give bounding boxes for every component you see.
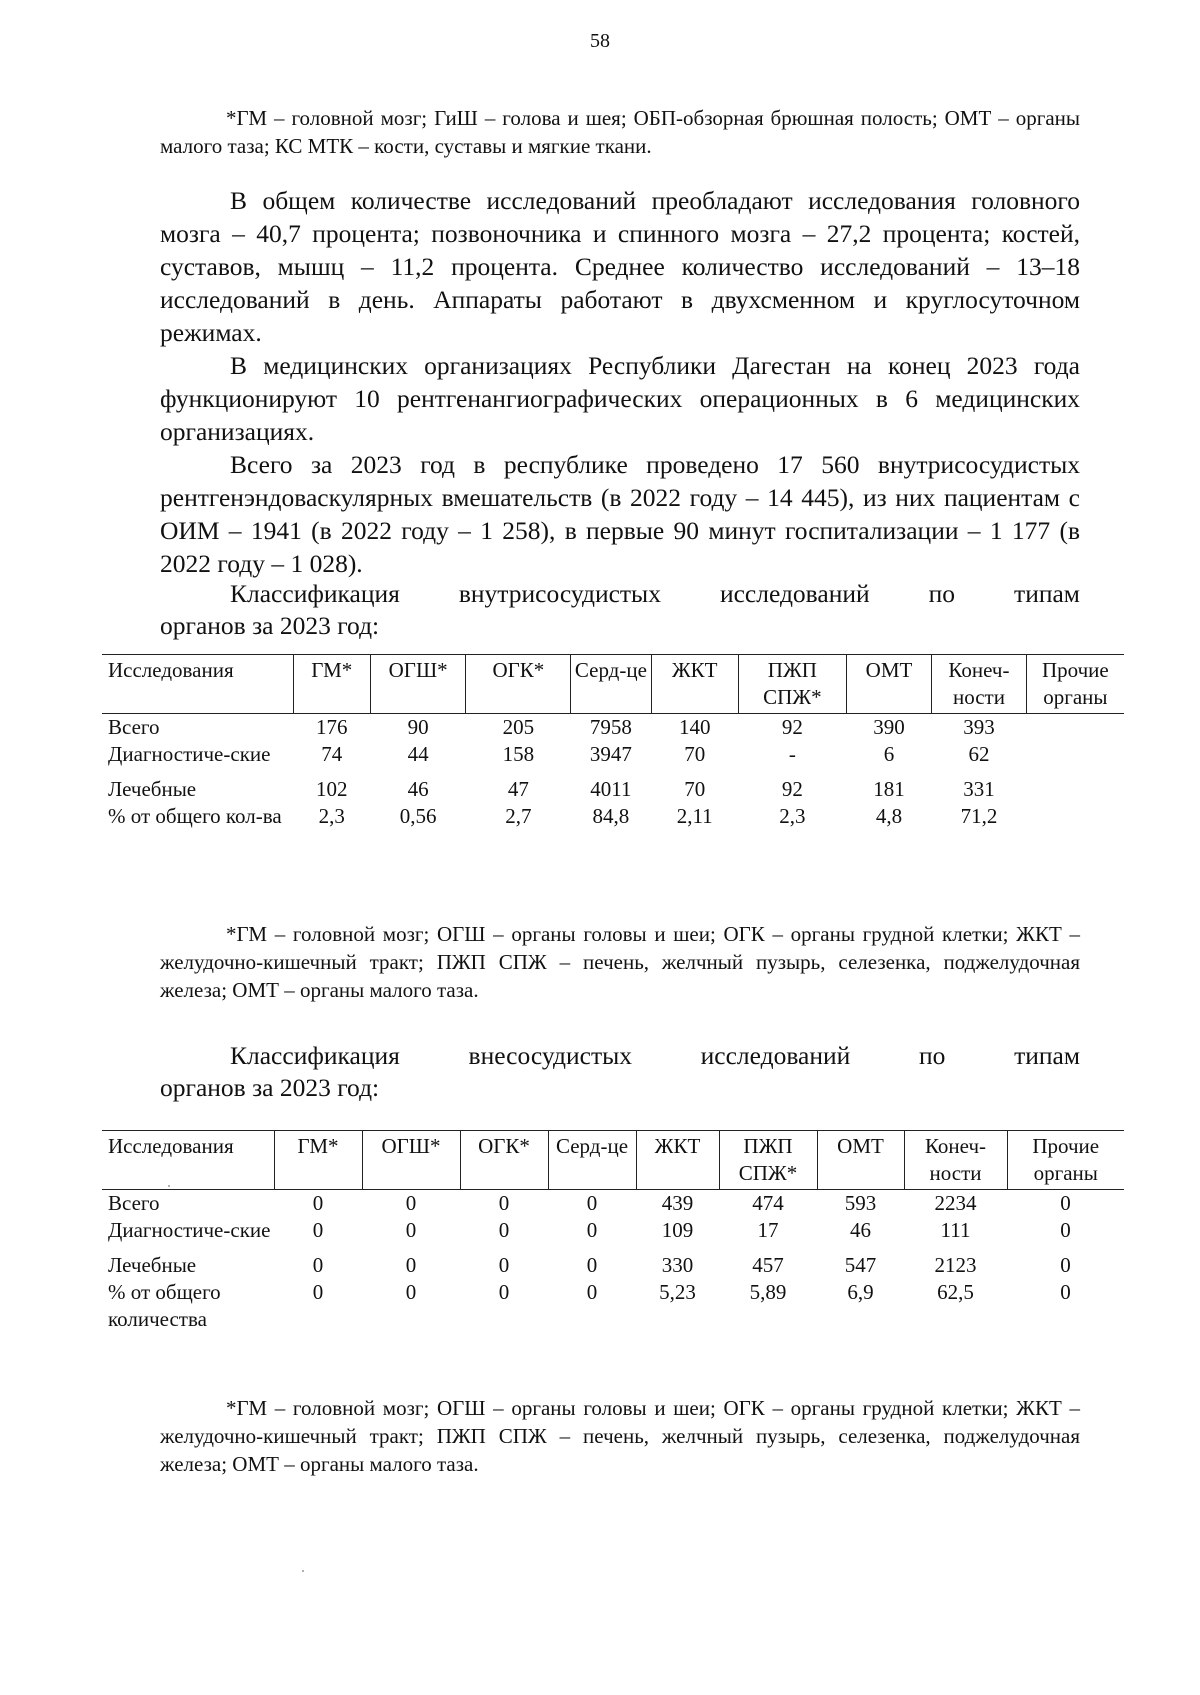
table-cell: 0 [1060,1253,1071,1277]
table-cell: 390 [873,715,905,739]
table1-header-row [102,655,1124,714]
table-cell: 393 [963,715,995,739]
table-cell: 6 [883,742,895,766]
table-cell: 0 [586,1280,598,1304]
column-header: ПЖП СПЖ* [719,1131,817,1190]
row-label: % от общего количества [108,1280,221,1331]
row-label: Диагностиче-ские [108,1218,271,1242]
caption-word: внутрисосудистых [458,579,661,608]
column-header: ЖКТ [651,655,738,714]
table-cell: 158 [502,742,535,766]
paragraph-2: В медицинских организациях Республики Дагестан на конец 2023 года функционируют 10 рентгенангиографических операционных в 6 медицинских организациях. [160,351,1080,446]
table1-body [102,714,1124,831]
caption-word: типам [1014,1041,1080,1070]
caption-word: по [919,1041,946,1070]
table-cell: 0 [1060,1191,1071,1215]
table-row [102,714,1124,742]
table-cell: 111 [940,1218,971,1242]
table-row [102,776,1124,803]
caption-word: типам [1014,579,1080,608]
table-cell: 7958 [589,715,632,739]
table-cell: 70 [684,777,706,801]
caption-word: Классификация [230,1041,400,1070]
table-cell: 71,2 [960,804,998,828]
table-cell: 0 [586,1253,598,1277]
table-cell: 0 [312,1218,324,1242]
table-cell: 0 [1060,1218,1071,1242]
intravascular-table [102,654,1124,830]
table-cell: 5,89 [749,1280,787,1304]
row-label: Лечебные [108,1253,197,1277]
column-header: ОГК* [460,1131,548,1190]
table2-body [102,1190,1124,1334]
column-header: Конеч-ности [932,655,1027,714]
column-header: ОГШ* [370,655,466,714]
column-header: ГМ* [274,1131,362,1190]
table-row [102,741,1124,776]
table-cell: 44 [407,742,429,766]
table-cell: 181 [873,777,905,801]
table-cell: 457 [752,1253,784,1277]
table-cell: 331 [963,777,995,801]
row-label: Лечебные [108,777,197,801]
table-cell: 74 [321,742,343,766]
table-cell: 474 [752,1191,784,1215]
column-header: Конеч-ности [904,1131,1007,1190]
table-cell [1026,714,1124,742]
table-cell: 439 [661,1191,694,1215]
page-number: 58 [590,30,610,52]
table-cell [1026,803,1124,830]
column-header: ГМ* [293,655,370,714]
body-paragraphs [160,184,1080,580]
table-cell [1026,741,1124,776]
table-cell: 4011 [590,777,632,801]
table1-caption-line2: органов за 2023 год: [160,611,380,640]
row-label: % от общего кол-ва [108,804,282,828]
column-header: Серд-це [548,1131,636,1190]
table-cell: 205 [502,715,535,739]
table-cell: 90 [407,715,429,739]
table1-caption-line1 [160,578,1080,610]
table2-footnote-text: *ГМ – головной мозг; ОГШ – органы головы и шеи; ОГК – органы грудной клетки; ЖКТ – желудочно-кишечный тракт; ПЖП СПЖ – печень, желчный пузырь, селезенка, поджелудочная железа; ОМТ – органы малого таза. [160,1396,1080,1476]
table-row [102,1279,1124,1333]
scan-artifact [302,1570,304,1572]
table-cell: 46 [850,1218,871,1242]
table-cell: 0 [405,1218,417,1242]
table-cell: 2,11 [676,804,713,828]
caption-word: исследований [719,579,870,608]
table-cell: 2123 [934,1253,977,1277]
row-label: Всего [108,1191,160,1215]
column-header: Прочие органы [1026,655,1124,714]
table-cell: 2,7 [505,804,532,828]
table2-caption [160,1040,1080,1104]
table-cell: 0 [498,1191,510,1215]
table-cell: 0 [405,1253,417,1277]
caption-word: исследований [700,1041,851,1070]
paragraph-1: В общем количестве исследований преобладают исследования головного мозга – 40,7 процента; позвоночника и спинного мозга – 27,2 процента; костей, суставов, мышц – 11,2 процента. Среднее количество исследований – 13–18 исследований в день. Аппараты работают в двухсменном и круглосуточном режимах. [160,186,1080,347]
column-header: ОМТ [846,655,931,714]
table-cell: 102 [316,777,348,801]
table-cell: 140 [678,715,711,739]
table-cell: 0 [312,1191,324,1215]
table-cell: 0 [498,1280,510,1304]
table1-footnote [160,920,1080,1004]
table-cell: 330 [661,1253,694,1277]
table-cell: 62 [968,742,990,766]
table-row [102,1217,1124,1252]
table-cell: 2234 [934,1191,977,1215]
table-cell: 0 [498,1218,510,1242]
paragraph-3: Всего за 2023 год в республике проведено 17 560 внутрисосудистых рентгенэндоваскулярных вмешательств (в 2022 году – 14 445), из них пациентам с ОИМ – 1941 (в 2022 году – 1 258), в первые 90 минут госпитализации – 1 177 (в 2022 году – 1 028). [160,450,1080,578]
column-header: ОГШ* [362,1131,460,1190]
table-cell: 547 [844,1253,877,1277]
table-cell: 0 [312,1253,324,1277]
column-header: ОМТ [817,1131,904,1190]
extravascular-table [102,1130,1124,1333]
table2-caption-line2: органов за 2023 год: [160,1073,380,1102]
table-cell: 0 [586,1218,598,1242]
table-cell: 3947 [589,742,632,766]
table-cell: - [788,742,796,766]
table-cell: 0 [586,1191,598,1215]
table-cell: 176 [316,715,348,739]
scan-artifact [168,1185,170,1187]
table2-header-row [102,1131,1124,1190]
column-header: ПЖП СПЖ* [738,655,846,714]
table-cell: 593 [844,1191,877,1215]
table-cell: 62,5 [937,1280,974,1304]
table2-footnote [160,1394,1080,1478]
table-cell: 0 [312,1280,324,1304]
table-row [102,803,1124,830]
caption-word: по [928,579,956,608]
table-cell: 92 [781,715,803,739]
table1-caption [160,578,1080,642]
table-row [102,1252,1124,1279]
column-header-studies: Исследования [108,1134,234,1158]
caption-word: внесосудистых [468,1041,632,1070]
footnote-top [160,104,1080,160]
table-cell: 84,8 [592,804,630,828]
table-cell: 17 [757,1218,779,1242]
row-label: Всего [108,715,160,739]
table-cell: 5,23 [659,1280,696,1304]
caption-word: Классификация [230,579,400,608]
table2-caption-line1 [160,1040,1080,1072]
table-cell: 6,9 [847,1280,874,1304]
table-cell: 109 [661,1218,694,1242]
table-row [102,1190,1124,1218]
table-cell: 2,3 [318,804,345,828]
table-cell: 47 [507,777,529,801]
table-cell: 0 [405,1191,417,1215]
column-header-studies: Исследования [108,658,234,682]
column-header: ОГК* [466,655,571,714]
table-cell: 2,3 [779,804,806,828]
table-cell: 46 [407,777,429,801]
table-cell: 0 [498,1253,510,1277]
table-cell: 0,56 [399,804,437,828]
table-cell [1026,776,1124,803]
table-cell: 92 [781,777,803,801]
row-label: Диагностиче-ские [108,742,271,766]
column-header: Прочие органы [1007,1131,1124,1190]
column-header: ЖКТ [636,1131,719,1190]
column-header: Серд-це [571,655,651,714]
table-cell: 0 [1060,1280,1071,1304]
table-cell: 70 [684,742,706,766]
footnote-top-text: *ГМ – головной мозг; ГиШ – голова и шея; ОБП-обзорная брюшная полость; ОМТ – органы малого таза; КС МТК – кости, суставы и мягкие ткани. [160,106,1080,158]
table-cell: 4,8 [875,804,903,828]
table1-footnote-text: *ГМ – головной мозг; ОГШ – органы головы и шеи; ОГК – органы грудной клетки; ЖКТ – желудочно-кишечный тракт; ПЖП СПЖ – печень, желчный пузырь, селезенка, поджелудочная железа; ОМТ – органы малого таза. [160,922,1080,1002]
table-cell: 0 [405,1280,417,1304]
